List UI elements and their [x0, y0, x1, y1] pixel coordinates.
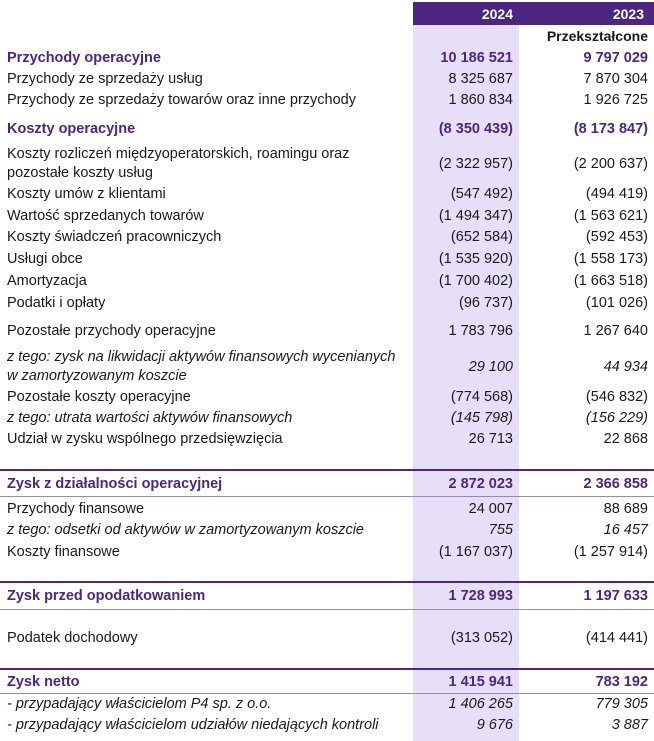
row-value-2023: 44 934 [603, 359, 648, 375]
row-value-2024: 2 872 023 [448, 476, 513, 492]
header-year-2023: 2023 [612, 5, 644, 22]
row-value-2023: 16 457 [603, 522, 648, 538]
table-row [0, 120, 654, 139]
table-row [0, 388, 654, 407]
row-value-2023: 88 689 [603, 501, 648, 517]
table-row [0, 70, 654, 89]
table-row [0, 409, 654, 428]
row-value-2023: (1 563 621) [573, 208, 648, 224]
row-label: - przypadający właścicielom udziałów niedających kontroli [7, 717, 379, 733]
row-value-2023: (592 453) [585, 229, 648, 245]
row-value-2023: (156 229) [585, 410, 648, 426]
row-value-2024: 24 007 [468, 501, 513, 517]
row-divider [0, 496, 654, 497]
row-label: Pozostałe koszty operacyjne [7, 389, 191, 405]
row-value-2023: (8 173 847) [573, 121, 648, 137]
row-label: Koszty rozliczeń międzyoperatorskich, roamingu oraz pozostałe koszty usług [7, 146, 350, 181]
row-label: Pozostałe przychody operacyjne [7, 323, 216, 339]
row-label: Przychody ze sprzedaży towarów oraz inne przychody [7, 92, 356, 108]
row-value-2024: 1 415 941 [448, 674, 513, 690]
row-value-2023: (101 026) [585, 295, 648, 311]
row-value-2023: 779 305 [595, 696, 648, 712]
table-row [0, 543, 654, 562]
section-divider [0, 668, 654, 670]
row-value-2024: 26 713 [468, 431, 513, 447]
row-value-2024: 1 783 796 [448, 323, 513, 339]
row-value-2024: 1 406 265 [448, 696, 513, 712]
row-value-2024: (96 737) [458, 295, 513, 311]
row-value-2024: 755 [488, 522, 513, 538]
table-row [0, 521, 654, 540]
table-row [0, 207, 654, 226]
row-label: Koszty świadczeń pracowniczych [7, 229, 222, 245]
row-value-2024: (145 798) [450, 410, 513, 426]
row-value-2023: 1 926 725 [583, 92, 648, 108]
table-row [0, 272, 654, 291]
row-value-2024: 1 728 993 [448, 588, 513, 604]
section-divider [0, 469, 654, 471]
row-label: Podatek dochodowy [7, 630, 138, 646]
row-label: Usługi obce [7, 251, 83, 267]
row-value-2023: (546 832) [585, 389, 648, 405]
row-value-2024: (774 568) [450, 389, 513, 405]
row-value-2023: (1 257 914) [573, 544, 648, 560]
row-value-2023: 1 197 633 [583, 588, 648, 604]
table-row [0, 629, 654, 648]
row-value-2024: (1 167 037) [438, 544, 513, 560]
row-label: Przychody ze sprzedaży usług [7, 71, 203, 87]
row-value-2024: 9 676 [476, 717, 513, 733]
header-restated-label: Przekształcone [546, 28, 648, 44]
row-value-2024: (547 492) [450, 186, 513, 202]
row-value-2024: (1 535 920) [438, 251, 513, 267]
row-label: Zysk z działalności operacyjnej [7, 476, 223, 492]
table-row [0, 91, 654, 110]
row-value-2024: (652 584) [450, 229, 513, 245]
section-divider [0, 581, 654, 583]
row-label: z tego: zysk na likwidacji aktywów finansowych wycenianych w zamortyzowanym koszcie [7, 349, 396, 384]
row-value-2023: (494 419) [585, 186, 648, 202]
table-row [0, 673, 654, 692]
row-value-2024: 29 100 [468, 359, 513, 375]
row-value-2023: 783 192 [595, 674, 648, 690]
row-value-2023: (1 558 173) [573, 251, 648, 267]
row-value-2023: (1 663 518) [573, 273, 648, 289]
row-label: Przychody finansowe [7, 501, 145, 517]
table-row [0, 185, 654, 204]
row-label: Koszty finansowe [7, 544, 120, 560]
table-row [0, 228, 654, 247]
table-row [0, 475, 654, 494]
row-value-2024: (2 322 957) [438, 156, 513, 172]
row-divider [0, 609, 654, 610]
row-value-2023: 22 868 [603, 431, 648, 447]
row-label: - przypadający właścicielom P4 sp. z o.o. [7, 696, 272, 712]
table-row [0, 695, 654, 714]
table-row [0, 430, 654, 449]
table-row [0, 500, 654, 519]
row-label: Koszty umów z klientami [7, 186, 166, 202]
row-value-2023: 7 870 304 [583, 71, 648, 87]
table-row [0, 145, 654, 184]
row-label: Zysk netto [7, 674, 80, 690]
row-value-2023: (2 200 637) [573, 156, 648, 172]
table-row [0, 348, 654, 387]
table-row [0, 49, 654, 68]
row-value-2023: 1 267 640 [583, 323, 648, 339]
row-value-2023: 9 797 029 [583, 50, 648, 66]
row-label: Przychody operacyjne [7, 50, 161, 66]
row-label: Koszty operacyjne [7, 121, 136, 137]
header-year-2024: 2024 [481, 5, 513, 22]
table-row [0, 587, 654, 606]
row-label: z tego: utrata wartości aktywów finansowych [7, 410, 293, 426]
row-label: Zysk przed opodatkowaniem [7, 588, 206, 604]
table-row [0, 250, 654, 269]
row-value-2024: (1 494 347) [438, 208, 513, 224]
row-label: z tego: odsetki od aktywów w zamortyzowanym koszcie [7, 522, 364, 538]
row-divider [0, 693, 654, 694]
row-value-2024: (1 700 402) [438, 273, 513, 289]
table-row [0, 294, 654, 313]
table-row [0, 716, 654, 735]
row-label: Podatki i opłaty [7, 295, 106, 311]
row-value-2023: 3 887 [611, 717, 648, 733]
row-value-2024: 1 860 834 [448, 92, 513, 108]
row-value-2024: 8 325 687 [448, 71, 513, 87]
row-label: Udział w zysku wspólnego przedsięwzięcia [7, 431, 283, 447]
row-value-2023: 2 366 858 [583, 476, 648, 492]
row-value-2023: (414 441) [585, 630, 648, 646]
row-label: Amortyzacja [7, 273, 87, 289]
table-header [413, 2, 654, 25]
row-value-2024: (313 052) [450, 630, 513, 646]
row-value-2024: 10 186 521 [440, 50, 513, 66]
row-label: Wartość sprzedanych towarów [7, 208, 204, 224]
row-value-2024: (8 350 439) [438, 121, 513, 137]
table-row [0, 322, 654, 341]
